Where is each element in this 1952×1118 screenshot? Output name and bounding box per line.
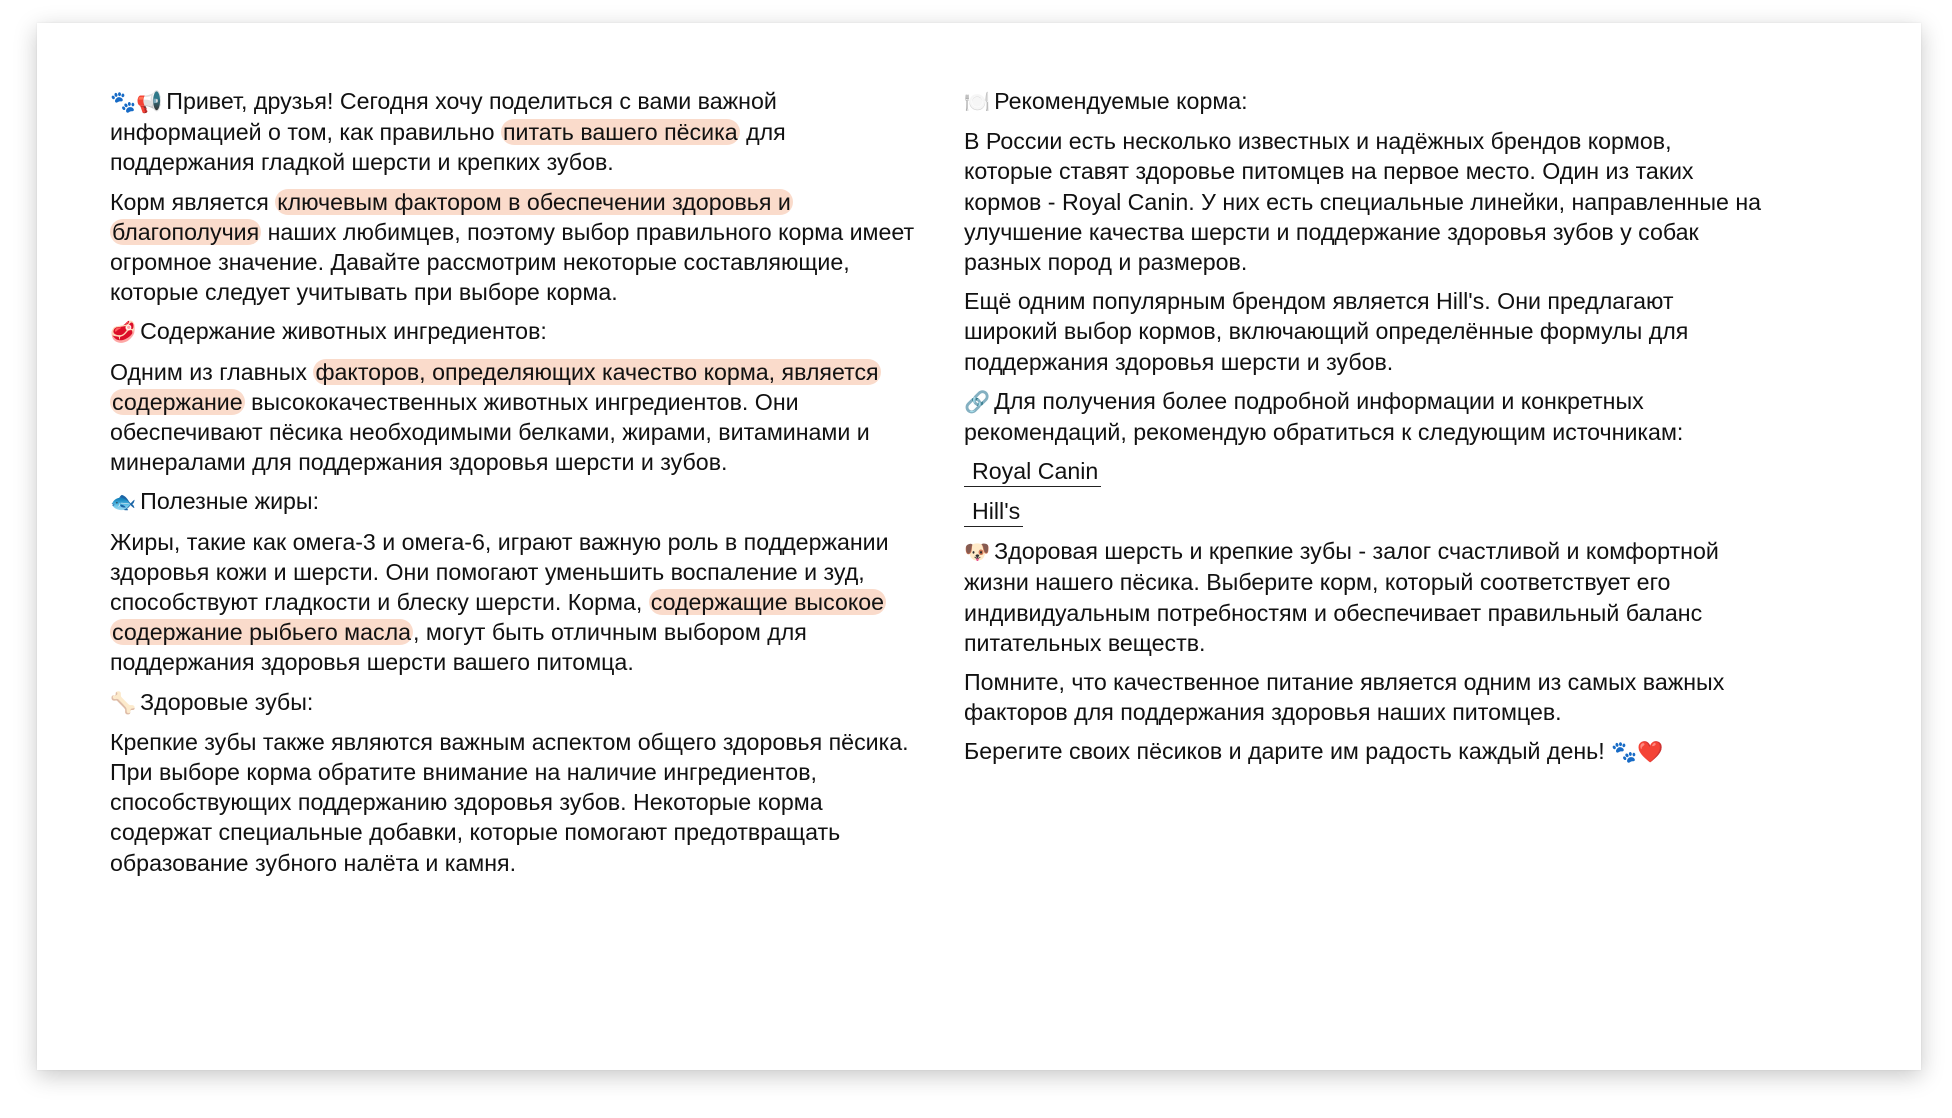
summary-paragraph: 🐶 Здоровая шерсть и крепкие зубы - залог счастливой и комфортной жизни нашего пёсика. Выберите корм, который соответствует его индивидуальным потребностям и обеспечивает правильный баланс питательных веществ. [964,538,1719,656]
highlight-fish-oil: содержащие высокое содержание рыбьего масла [112,589,885,646]
meat-icon: 🥩 [110,320,137,345]
paw-heart-icon: 🐾❤️ [1611,740,1664,765]
royal-canin-paragraph: В России есть несколько известных и надёжных брендов кормов, которые ставят здоровье питомцев на первое место. Один из таких кормов - Royal Canin. У них есть специальные линейки, направленные на улучшение качества шерсти и поддержание здоровья зубов у собак разных пород и размеров. [964,128,1762,276]
hills-paragraph: Ещё одним популярным брендом является Hill's. Они предлагают широкий выбор кормов, включающий определённые формулы для поддержания здоровья шерсти и зубов. [964,288,1689,375]
reminder-paragraph: Помните, что качественное питание является одним из самых важных факторов для поддержания здоровья наших питомцев. [964,669,1725,726]
fats-heading: 🐟 Полезные жиры: [110,488,320,515]
plate-icon: 🍽️ [964,90,991,114]
link-icon: 🔗 [964,389,991,414]
recommended-heading: 🍽️ Рекомендуемые корма: [964,88,1248,114]
animal-ingredients-paragraph: Одним из главных факторов, определяющих качество корма, является содержание высококачественных животных ингредиентов. Они обеспечивают пёсика необходимыми белками, жирами, витаминами и минералами для поддержания здоровья шерсти и зубов. [110,358,879,476]
bone-icon: 🦴 [110,690,137,715]
sources-paragraph: 🔗 Для получения более подробной информации и конкретных рекомендаций, рекомендую обратиться к следующим источникам: [964,387,1684,446]
closing-paragraph: Берегите своих пёсиков и дарите им радость каждый день! 🐾❤️ [964,738,1664,765]
royal-canin-link-row [964,456,1764,487]
dog-icon: 🐶 [964,540,991,565]
document-card [37,23,1921,1070]
fish-icon: 🐟 [110,490,137,515]
fats-paragraph: Жиры, такие как омега-3 и омега-6, играют важную роль в поддержании здоровья кожи и шерсти. Они помогают уменьшить воспаление и зуд, способствуют гладкости и блеску шерсти. Корма, содержащие высокое содержание рыбьего масла, могут быть отличным выбором для поддержания здоровья шерсти вашего питомца. [110,528,889,676]
right-column [964,86,1764,777]
highlight-feed: питать вашего пёсика [502,119,738,146]
teeth-paragraph: Крепкие зубы также являются важным аспектом общего здоровья пёсика. При выборе корма обратите внимание на наличие ингредиентов, способствующих поддержанию здоровья зубов. Некоторые корма содержат специальные добавки, которые помогают предотвращать образование зубного налёта и камня. [110,728,909,876]
hills-link[interactable]: Hill's [964,497,1023,527]
royal-canin-link[interactable]: Royal Canin [964,457,1101,487]
highlight-quality-factors: факторов, определяющих качество корма, является содержание [112,358,879,415]
teeth-heading: 🦴 Здоровые зубы: [110,688,314,715]
feed-importance-paragraph: Корм является ключевым фактором в обеспечении здоровья и благополучия наших любимцев, поэтому выбор правильного корма имеет огромное значение. Давайте рассмотрим некоторые составляющие, которые следует учитывать при выборе корма. [110,188,915,306]
intro-paragraph: 🐾📢 Привет, друзья! Сегодня хочу поделиться с вами важной информацией о том, как правильно питать вашего пёсика для поддержания гладкой шерсти и крепких зубов. [110,88,786,176]
left-column [110,86,930,887]
hills-link-row [964,496,1764,527]
highlight-key-factor: ключевым фактором в обеспечении здоровья и благополучия [112,188,791,245]
paw-megaphone-icon: 🐾📢 [110,90,163,114]
animal-ingredients-heading: 🥩 Содержание животных ингредиентов: [110,318,547,345]
